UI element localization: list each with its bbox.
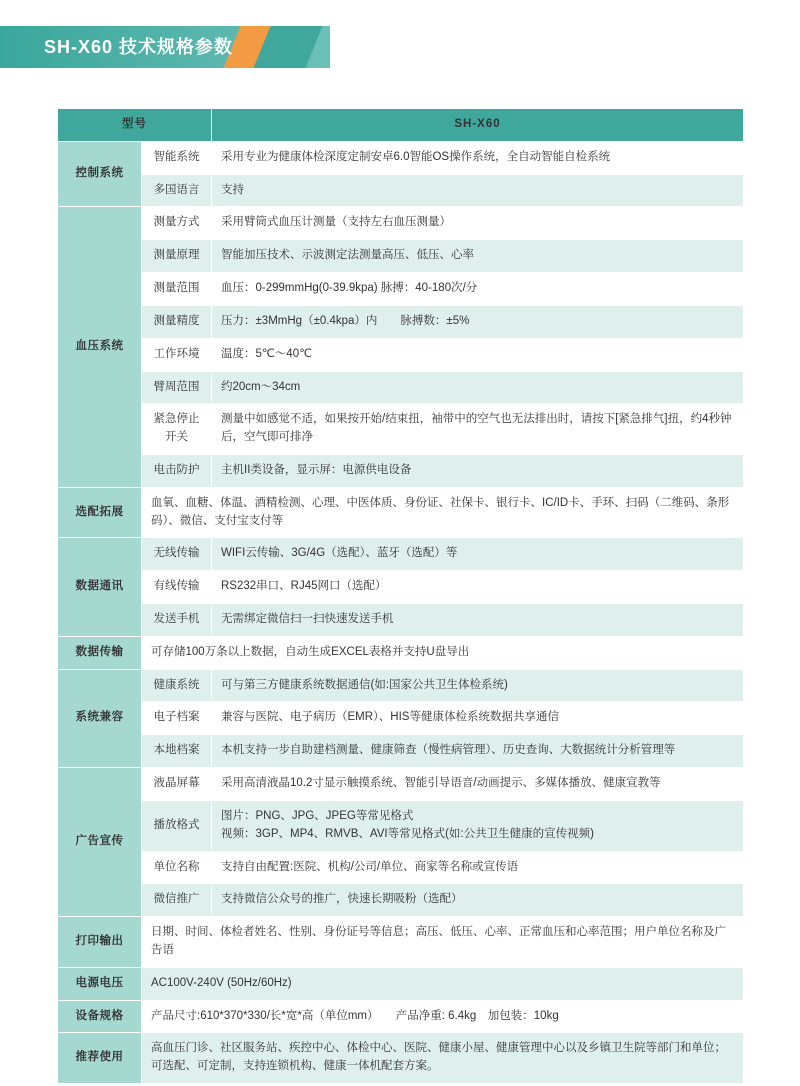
page-header (0, 0, 800, 76)
row-value: 无需绑定微信扫一扫快速发送手机 (212, 604, 744, 637)
table-row (58, 174, 744, 207)
table-row (58, 404, 744, 455)
row-label: 无线传输 (142, 538, 212, 571)
table-row (58, 571, 744, 604)
row-label: 工作环境 (142, 338, 212, 371)
row-value: 采用高清液晶10.2寸显示触摸系统、智能引导语音/动画提示、多媒体播放、健康宣教等 (212, 768, 744, 801)
table-row (58, 800, 744, 851)
group-label-8: 电源电压 (58, 967, 142, 1000)
row-value: 约20cm～34cm (212, 371, 744, 404)
spec-table-body (58, 109, 744, 1084)
row-value: 兼容与医院、电子病历（EMR）、HIS等健康体检系统数据共享通信 (212, 702, 744, 735)
row-label: 单位名称 (142, 851, 212, 884)
row-label: 液晶屏幕 (142, 768, 212, 801)
table-row (58, 669, 744, 702)
table-row (58, 636, 744, 669)
row-value: AC100V-240V (50Hz/60Hz) (142, 967, 744, 1000)
row-value: 支持 (212, 174, 744, 207)
row-label: 测量范围 (142, 273, 212, 306)
table-row (58, 454, 744, 487)
table-row (58, 735, 744, 768)
row-label: 测量精度 (142, 305, 212, 338)
row-label: 电子档案 (142, 702, 212, 735)
row-value: 压力：±3MmHg（±0.4kpa）内 脉搏数：±5% (212, 305, 744, 338)
header-cell-model-value: SH-X60 (212, 109, 744, 142)
table-row (58, 240, 744, 273)
row-value: 日期、时间、体检者姓名、性别、身份证号等信息；高压、低压、心率、正常血压和心率范围；用户单位名称及广告语 (142, 917, 744, 968)
row-value: 血氧、血糖、体温、酒精检测、心理、中医体质、身份证、社保卡、银行卡、IC/ID卡、手环、扫码（二维码、条形码）、微信、支付宝支付等 (142, 487, 744, 538)
table-row (58, 768, 744, 801)
row-label: 智能系统 (142, 141, 212, 174)
row-value: 可与第三方健康系统数据通信(如:国家公共卫生体检系统) (212, 669, 744, 702)
row-label: 发送手机 (142, 604, 212, 637)
table-row (58, 1033, 744, 1084)
row-value: WIFI云传输、3G/4G（选配）、蓝牙（选配）等 (212, 538, 744, 571)
row-value: 温度：5℃～40℃ (212, 338, 744, 371)
row-label: 有线传输 (142, 571, 212, 604)
row-label: 紧急停止 开关 (142, 404, 212, 455)
group-label-10: 推荐使用 (58, 1033, 142, 1084)
table-header-row (58, 109, 744, 142)
row-label: 多国语言 (142, 174, 212, 207)
table-row (58, 305, 744, 338)
group-label-9: 设备规格 (58, 1000, 142, 1033)
row-value: 支持微信公众号的推广，快速长期吸粉（选配） (212, 884, 744, 917)
group-label-1: 血压系统 (58, 207, 142, 487)
row-label: 测量方式 (142, 207, 212, 240)
spec-table-wrap (57, 108, 743, 1084)
table-row (58, 702, 744, 735)
table-row (58, 967, 744, 1000)
row-label: 臂周范围 (142, 371, 212, 404)
row-value: 支持自由配置:医院、机构/公司/单位、商家等名称或宣传语 (212, 851, 744, 884)
header-cell-model-label: 型号 (58, 109, 212, 142)
spec-table (57, 108, 744, 1084)
group-label-3: 数据通讯 (58, 538, 142, 636)
table-row (58, 1000, 744, 1033)
row-value: 本机支持一步自助建档测量、健康筛查（慢性病管理）、历史查询、大数据统计分析管理等 (212, 735, 744, 768)
row-value: RS232串口、RJ45网口（选配） (212, 571, 744, 604)
group-label-6: 广告宣传 (58, 768, 142, 917)
page-title: SH-X60 技术规格参数 (44, 37, 234, 57)
row-value: 图片：PNG、JPG、JPEG等常见格式 视频：3GP、MP4、RMVB、AVI等常见格式(如:公共卫生健康的宣传视频) (212, 800, 744, 851)
row-value: 主机II类设备，显示屏：电源供电设备 (212, 454, 744, 487)
table-row (58, 917, 744, 968)
row-label: 微信推广 (142, 884, 212, 917)
row-value: 智能加压技术、示波测定法测量高压、低压、心率 (212, 240, 744, 273)
row-value: 采用臂筒式血压计测量（支持左右血压测量） (212, 207, 744, 240)
row-value: 测量中如感觉不适，如果按开始/结束扭，袖带中的空气也无法排出时，请按下[紧急排气]扭，约4秒钟后，空气即可排净 (212, 404, 744, 455)
table-row (58, 487, 744, 538)
table-row (58, 371, 744, 404)
table-row (58, 338, 744, 371)
row-label: 播放格式 (142, 800, 212, 851)
table-row (58, 273, 744, 306)
row-value: 采用专业为健康体检深度定制安卓6.0智能OS操作系统，全自动智能自检系统 (212, 141, 744, 174)
row-label: 本地档案 (142, 735, 212, 768)
group-label-5: 系统兼容 (58, 669, 142, 767)
row-label: 测量原理 (142, 240, 212, 273)
row-value: 产品尺寸:610*370*330/长*宽*高（单位mm） 产品净重: 6.4kg 加包装：10kg (142, 1000, 744, 1033)
table-row (58, 604, 744, 637)
row-value: 可存储100万条以上数据，自动生成EXCEL表格并支持U盘导出 (142, 636, 744, 669)
table-row (58, 884, 744, 917)
table-row (58, 851, 744, 884)
row-value: 血压：0-299mmHg(0-39.9kpa) 脉搏：40-180次/分 (212, 273, 744, 306)
group-label-7: 打印输出 (58, 917, 142, 968)
table-row (58, 538, 744, 571)
row-value: 高血压门诊、社区服务站、疾控中心、体检中心、医院、健康小屋、健康管理中心以及乡镇卫生院等部门和单位；可选配、可定制，支持连锁机构、健康一体机配套方案。 (142, 1033, 744, 1084)
table-row (58, 207, 744, 240)
group-label-4: 数据传输 (58, 636, 142, 669)
group-label-2: 选配拓展 (58, 487, 142, 538)
row-label: 健康系统 (142, 669, 212, 702)
group-label-0: 控制系统 (58, 141, 142, 207)
table-row (58, 141, 744, 174)
row-label: 电击防护 (142, 454, 212, 487)
